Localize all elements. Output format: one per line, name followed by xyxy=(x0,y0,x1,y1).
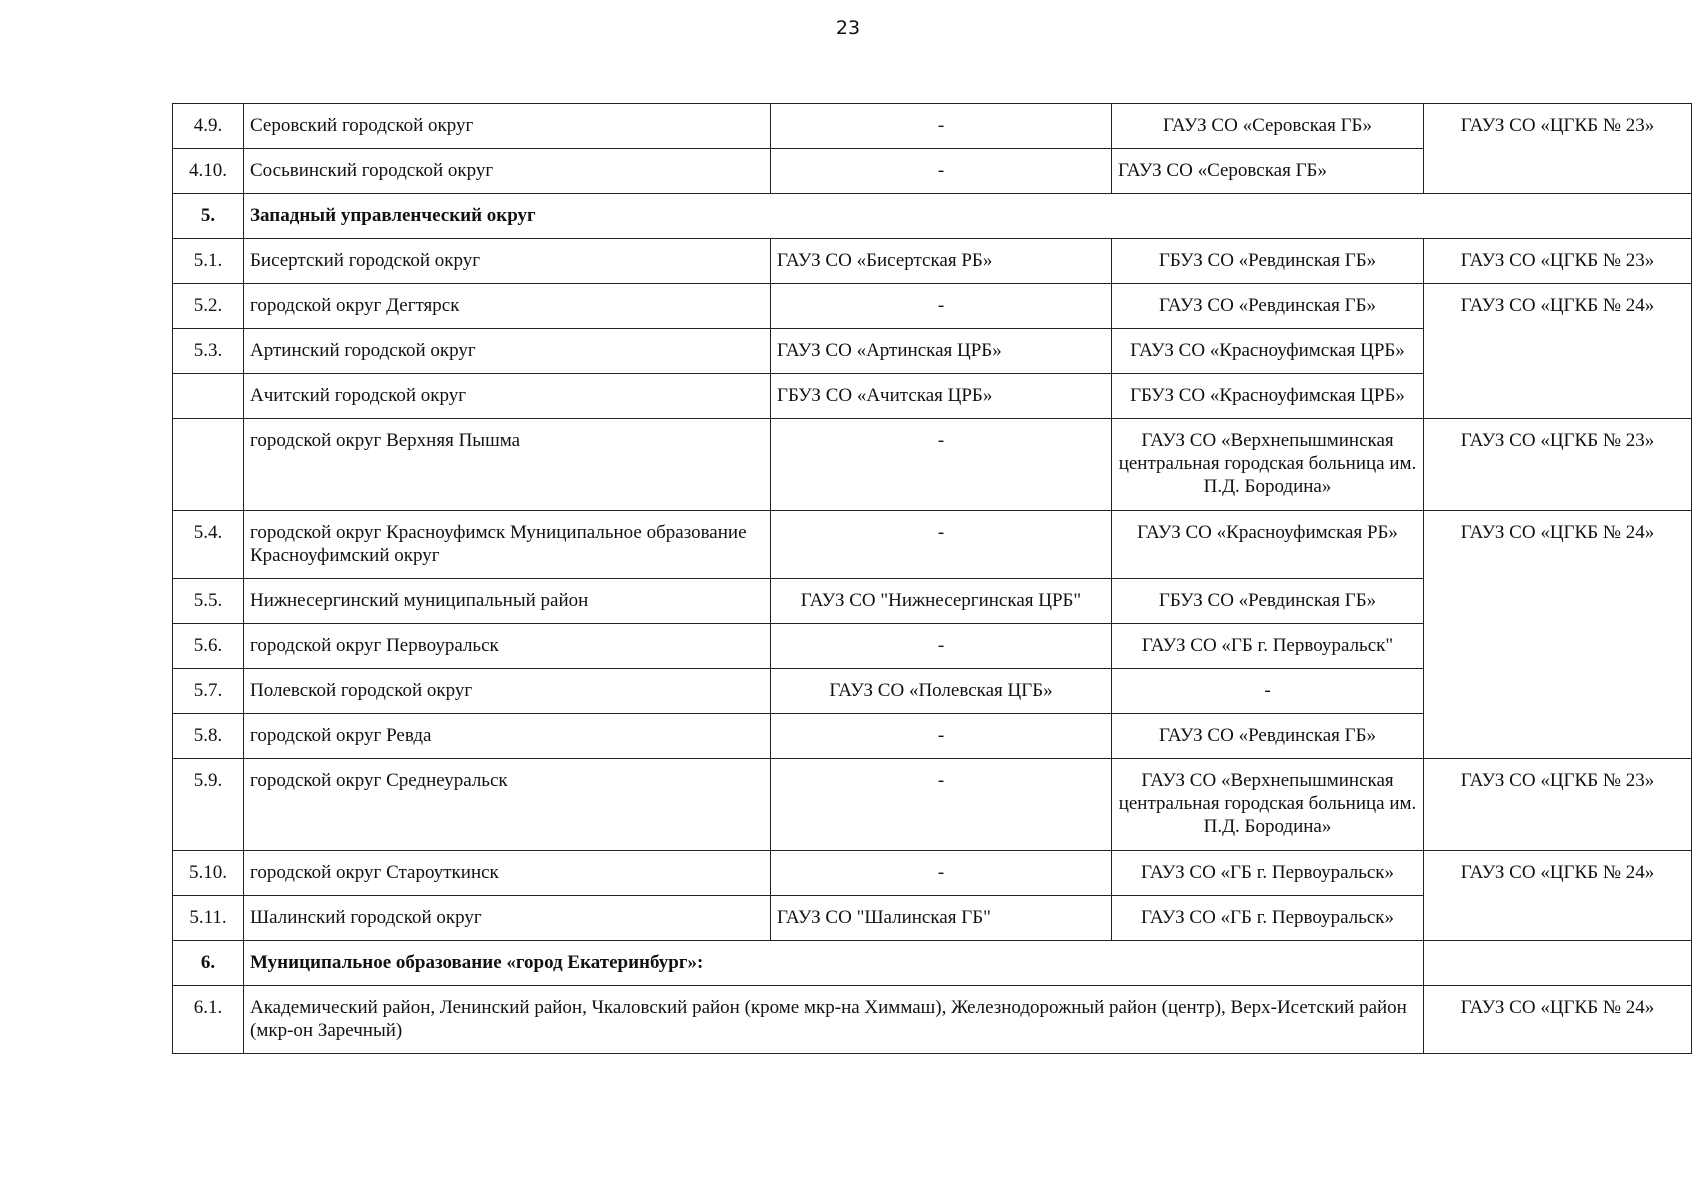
first-level-facility: ГАУЗ СО "Нижнесергинская ЦРБ" xyxy=(771,579,1112,624)
row-number: 5.3. xyxy=(173,329,244,374)
third-level-facility: ГАУЗ СО «ЦГКБ № 23» xyxy=(1424,759,1692,851)
row-number: 5.7. xyxy=(173,669,244,714)
row-number: 5.10. xyxy=(173,851,244,896)
municipality-name: Нижнесергинский муниципальный район xyxy=(244,579,771,624)
page-number: 23 xyxy=(835,17,861,39)
row-number: 5.11. xyxy=(173,896,244,941)
table-row xyxy=(173,511,1692,579)
row-number: 5.8. xyxy=(173,714,244,759)
municipality-name: городской округ Первоуральск xyxy=(244,624,771,669)
second-level-facility: ГАУЗ СО «Серовская ГБ» xyxy=(1112,104,1424,149)
first-level-facility: - xyxy=(771,714,1112,759)
first-level-facility: ГАУЗ СО "Шалинская ГБ" xyxy=(771,896,1112,941)
second-level-facility: ГАУЗ СО «Верхнепышминская центральная городская больница им. П.Д. Бородина» xyxy=(1112,759,1424,851)
third-level-facility: ГАУЗ СО «ЦГКБ № 24» xyxy=(1424,284,1692,419)
table-row xyxy=(173,239,1692,284)
municipality-name: Бисертский городской округ xyxy=(244,239,771,284)
third-level-facility: ГАУЗ СО «ЦГКБ № 24» xyxy=(1424,511,1692,759)
second-level-facility: - xyxy=(1112,669,1424,714)
third-level-facility: ГАУЗ СО «ЦГКБ № 23» xyxy=(1424,239,1692,284)
second-level-facility: ГАУЗ СО «Серовская ГБ» xyxy=(1112,149,1424,194)
row-number: 4.10. xyxy=(173,149,244,194)
first-level-facility: - xyxy=(771,511,1112,579)
municipality-name: Шалинский городской округ xyxy=(244,896,771,941)
municipality-name: городской округ Староуткинск xyxy=(244,851,771,896)
first-level-facility: - xyxy=(771,149,1112,194)
row-number: 4.9. xyxy=(173,104,244,149)
table-row xyxy=(173,419,1692,511)
table-row xyxy=(173,759,1692,851)
second-level-facility: ГБУЗ СО «Красноуфимская ЦРБ» xyxy=(1112,374,1424,419)
row-number: 5.6. xyxy=(173,624,244,669)
section-title: Западный управленческий округ xyxy=(244,194,1692,239)
row-number: 5.4. xyxy=(173,511,244,579)
table-row xyxy=(173,284,1692,329)
empty-cell xyxy=(1424,941,1692,986)
table-row xyxy=(173,986,1692,1054)
section-row xyxy=(173,941,1692,986)
first-level-facility: ГБУЗ СО «Ачитская ЦРБ» xyxy=(771,374,1112,419)
municipality-name: Ачитский городской округ xyxy=(244,374,771,419)
first-level-facility: - xyxy=(771,284,1112,329)
third-level-facility: ГАУЗ СО «ЦГКБ № 24» xyxy=(1424,986,1692,1054)
first-level-facility: ГАУЗ СО «Артинская ЦРБ» xyxy=(771,329,1112,374)
third-level-facility: ГАУЗ СО «ЦГКБ № 23» xyxy=(1424,104,1692,194)
section-title: Муниципальное образование «город Екатеринбург»: xyxy=(244,941,1424,986)
row-number: 6.1. xyxy=(173,986,244,1054)
table-row xyxy=(173,851,1692,896)
row-number xyxy=(173,419,244,511)
section-number: 6. xyxy=(173,941,244,986)
first-level-facility: - xyxy=(771,759,1112,851)
municipality-name: городской округ Дегтярск xyxy=(244,284,771,329)
first-level-facility: ГАУЗ СО «Полевская ЦГБ» xyxy=(771,669,1112,714)
routing-table xyxy=(172,103,1692,1054)
municipality-name: Полевской городской округ xyxy=(244,669,771,714)
first-level-facility: ГАУЗ СО «Бисертская РБ» xyxy=(771,239,1112,284)
first-level-facility: - xyxy=(771,624,1112,669)
first-level-facility: - xyxy=(771,851,1112,896)
municipality-name: городской округ Среднеуральск xyxy=(244,759,771,851)
municipality-name: Серовский городской округ xyxy=(244,104,771,149)
municipality-name: городской округ Верхняя Пышма xyxy=(244,419,771,511)
third-level-facility: ГАУЗ СО «ЦГКБ № 24» xyxy=(1424,851,1692,941)
section-row xyxy=(173,194,1692,239)
district-list: Академический район, Ленинский район, Чкаловский район (кроме мкр-на Химмаш), Железнодорожный район (центр), Верх-Исетский район (мкр-он Заречный) xyxy=(244,986,1424,1054)
municipality-name: Артинский городской округ xyxy=(244,329,771,374)
row-number xyxy=(173,374,244,419)
second-level-facility: ГБУЗ СО «Ревдинская ГБ» xyxy=(1112,239,1424,284)
municipality-name: Сосьвинский городской округ xyxy=(244,149,771,194)
municipality-name: городской округ Ревда xyxy=(244,714,771,759)
second-level-facility: ГАУЗ СО «Ревдинская ГБ» xyxy=(1112,284,1424,329)
row-number: 5.1. xyxy=(173,239,244,284)
second-level-facility: ГАУЗ СО «Красноуфимская ЦРБ» xyxy=(1112,329,1424,374)
table-row xyxy=(173,104,1692,149)
municipality-name: городской округ Красноуфимск Муниципальное образование Красноуфимский округ xyxy=(244,511,771,579)
first-level-facility: - xyxy=(771,104,1112,149)
second-level-facility: ГАУЗ СО «Ревдинская ГБ» xyxy=(1112,714,1424,759)
row-number: 5.9. xyxy=(173,759,244,851)
second-level-facility: ГАУЗ СО «Красноуфимская РБ» xyxy=(1112,511,1424,579)
second-level-facility: ГАУЗ СО «ГБ г. Первоуральск" xyxy=(1112,624,1424,669)
second-level-facility: ГАУЗ СО «ГБ г. Первоуральск» xyxy=(1112,896,1424,941)
first-level-facility: - xyxy=(771,419,1112,511)
third-level-facility: ГАУЗ СО «ЦГКБ № 23» xyxy=(1424,419,1692,511)
section-number: 5. xyxy=(173,194,244,239)
row-number: 5.2. xyxy=(173,284,244,329)
second-level-facility: ГБУЗ СО «Ревдинская ГБ» xyxy=(1112,579,1424,624)
second-level-facility: ГАУЗ СО «Верхнепышминская центральная городская больница им. П.Д. Бородина» xyxy=(1112,419,1424,511)
row-number: 5.5. xyxy=(173,579,244,624)
second-level-facility: ГАУЗ СО «ГБ г. Первоуральск» xyxy=(1112,851,1424,896)
